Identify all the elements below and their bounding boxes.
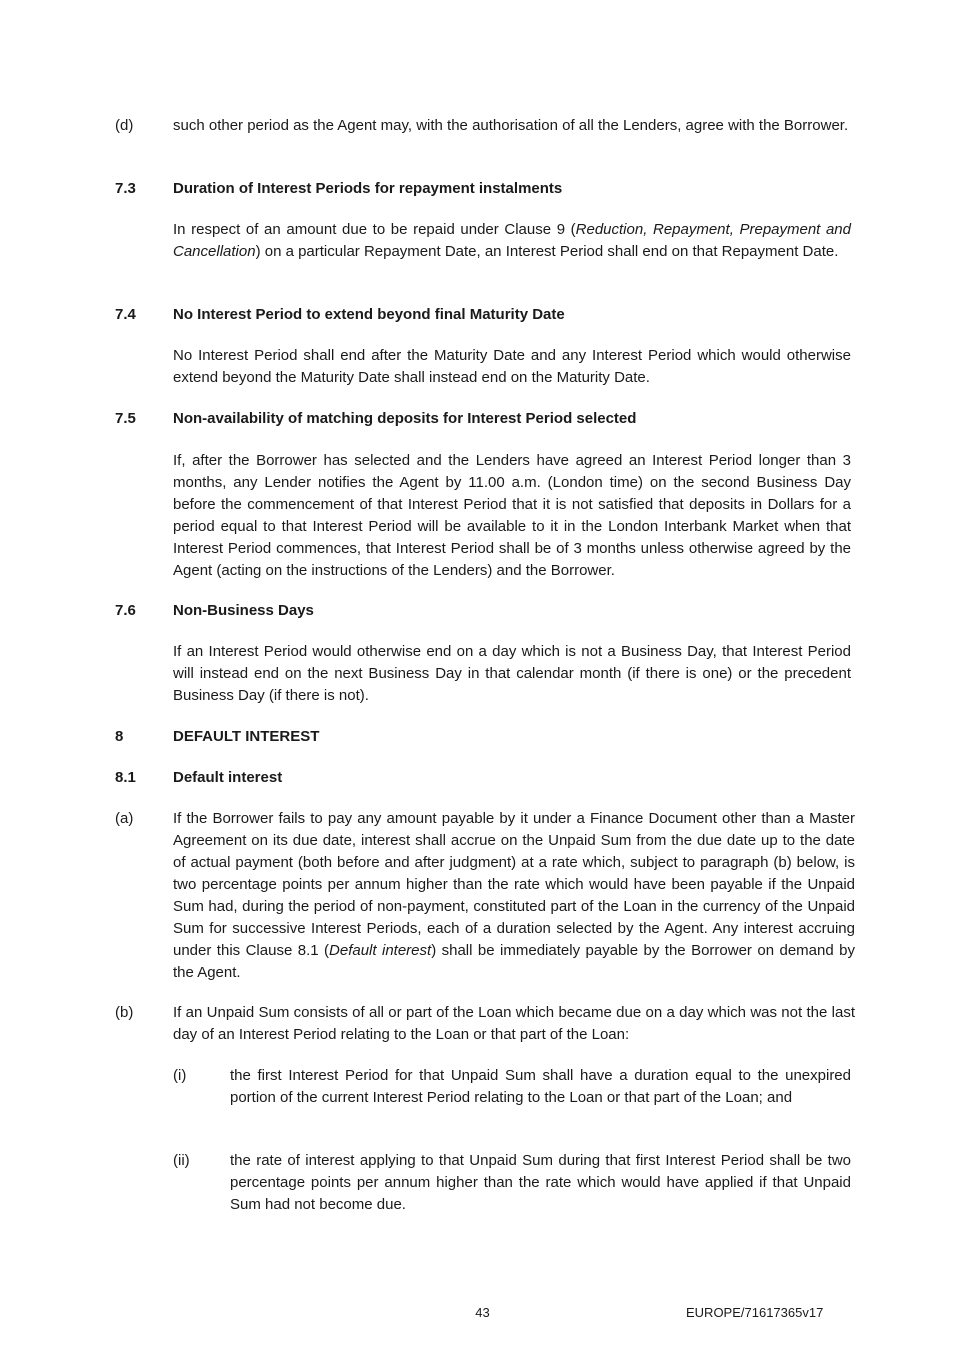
item-d [115, 115, 855, 137]
item-text: If the Borrower fails to pay any amount payable by it under a Finance Document other than a Master Agreement on its due date, interest shall accrue on the Unpaid Sum from the due date up to the date of actual payment (both before and after judgment) at a rate which, subject to paragraph (b) below, is two percentage points per annum higher than the rate which would have been payable if the Unpaid Sum had, during the period of non-payment, constituted part of the Loan in the currency of the Unpaid Sum for successive Interest Periods, each of a duration selected by the Agent. Any interest accruing under this Clause 8.1 (Default interest) shall be immediately payable by the Borrower on demand by the Agent. [173, 810, 855, 981]
item-text: If an Unpaid Sum consists of all or part of the Loan which became due on a day which was not the last day of an Interest Period relating to the Loan or that part of the Loan: [173, 1004, 855, 1043]
heading-7-5 [115, 408, 855, 430]
heading-number: 8 [115, 728, 124, 745]
item-label: (i) [173, 1067, 187, 1084]
item-text: the rate of interest applying to that Unpaid Sum during that first Interest Period shall be two percentage points per annum higher than the rate which would have applied if that Unpaid Sum had not become due. [230, 1152, 851, 1213]
heading-title: DEFAULT INTEREST [173, 728, 320, 745]
paragraph-7-5: If, after the Borrower has selected and the Lenders have agreed an Interest Period longer than 3 months, any Lender notifies the Agent by 11.00 a.m. (London time) on the second Business Day before the commencement of that Interest Period that it is not satisfied that deposits in Dollars for a period equal to that Interest Period will be available to it in the London Interbank Market when that Interest Period commences, that Interest Period shall be of 3 months unless otherwise agreed by the Agent (acting on the instructions of the Lenders) and the Borrower. [173, 452, 851, 579]
heading-title: No Interest Period to extend beyond final Maturity Date [173, 306, 565, 323]
item-a [115, 808, 855, 984]
item-text: the first Interest Period for that Unpaid Sum shall have a duration equal to the unexpired portion of the current Interest Period relating to the Loan or that part of the Loan; and [230, 1067, 851, 1106]
heading-8 [115, 726, 855, 748]
heading-number: 7.6 [115, 602, 136, 619]
heading-number: 7.5 [115, 410, 136, 427]
item-label: (ii) [173, 1152, 190, 1169]
heading-7-3 [115, 178, 855, 200]
item-label: (a) [115, 810, 134, 827]
item-ii [173, 1150, 851, 1216]
heading-number: 8.1 [115, 769, 136, 786]
heading-7-6 [115, 600, 855, 622]
clause-reference: Default interest [329, 942, 432, 959]
paragraph-7-4: No Interest Period shall end after the Maturity Date and any Interest Period which would otherwise extend beyond the Maturity Date shall instead end on the Maturity Date. [173, 347, 851, 386]
document-reference: EUROPE/71617365v17 [686, 1305, 824, 1320]
heading-number: 7.4 [115, 306, 136, 323]
heading-7-4 [115, 304, 855, 326]
item-i [173, 1065, 851, 1109]
item-text: such other period as the Agent may, with the authorisation of all the Lenders, agree with the Borrower. [173, 117, 849, 134]
clause-reference: Reduction, Repayment, Prepayment and Cancellation [173, 221, 851, 260]
heading-title: Default interest [173, 769, 283, 786]
item-b [115, 1002, 855, 1046]
paragraph-7-3: In respect of an amount due to be repaid under Clause 9 (Reduction, Repayment, Prepayment and Cancellation) on a particular Repayment Date, an Interest Period shall end on that Repayment Date. [173, 221, 851, 260]
heading-title: Non-availability of matching deposits for Interest Period selected [173, 410, 637, 427]
page-number: 43 [475, 1305, 490, 1320]
item-label: (b) [115, 1004, 134, 1021]
item-label: (d) [115, 117, 134, 134]
paragraph-7-6: If an Interest Period would otherwise end on a day which is not a Business Day, that Interest Period will instead end on the next Business Day in that calendar month (if there is one) or the precedent Business Day (if there is not). [173, 643, 851, 704]
heading-title: Non-Business Days [173, 602, 314, 619]
heading-title: Duration of Interest Periods for repayment instalments [173, 180, 563, 197]
heading-number: 7.3 [115, 180, 136, 197]
heading-8-1 [115, 767, 855, 789]
